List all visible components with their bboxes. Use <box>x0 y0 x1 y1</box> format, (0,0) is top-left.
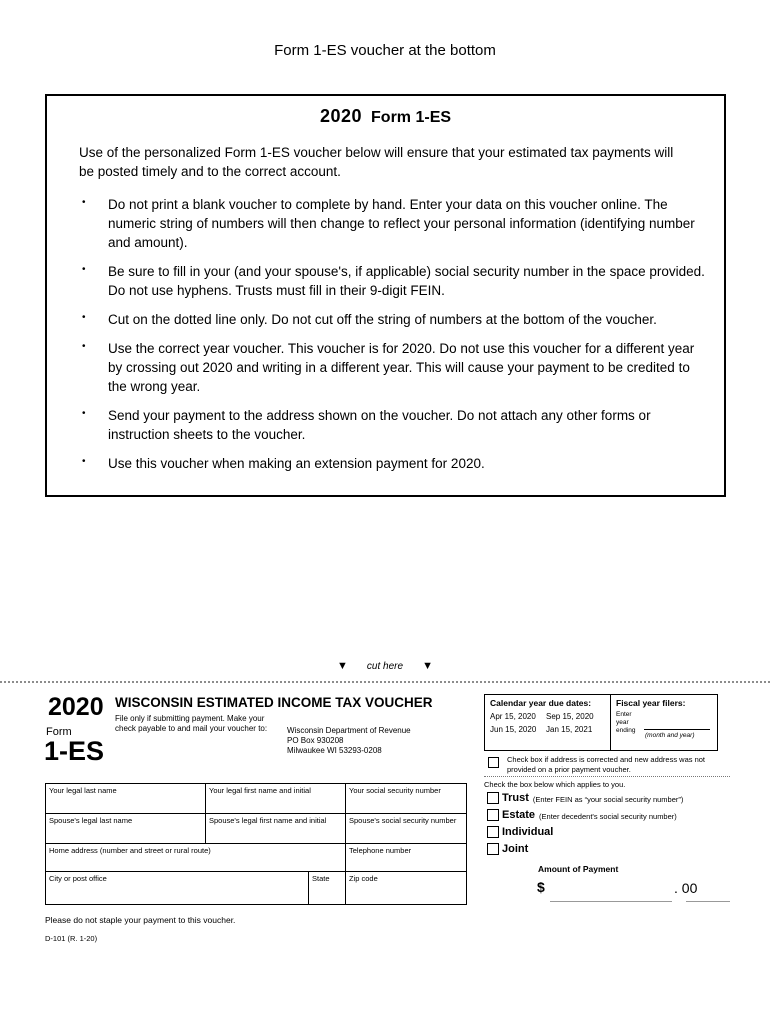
voucher-form-number: 1-ES <box>44 736 105 766</box>
list-item <box>82 310 724 329</box>
fiscal-year-filers <box>610 695 717 750</box>
bullet-text: Use this voucher when making an extension payment for 2020. <box>108 456 485 471</box>
joint-checkbox[interactable] <box>487 843 499 855</box>
bullet-icon: • <box>82 197 86 208</box>
due-date-row <box>490 712 610 721</box>
voucher-year: 2020 <box>48 693 104 721</box>
trust-label: Trust <box>502 792 529 804</box>
list-item <box>82 406 724 444</box>
filer-type-row-trust <box>487 792 683 804</box>
bullet-icon: • <box>82 408 86 419</box>
amount-input[interactable] <box>550 901 672 902</box>
estate-note: (Enter decedent's social security number) <box>539 812 677 821</box>
bullet-icon: • <box>82 341 86 352</box>
address-corrected-label: Check box if address is corrected and new address was not provided on a prior payment voucher. <box>507 755 706 774</box>
cut-here-indicator <box>0 661 770 672</box>
due-date-row <box>490 725 610 734</box>
due-date: Sep 15, 2020 <box>546 712 594 721</box>
instructions-intro: Use of the personalized Form 1-ES voucher below will ensure that your estimated tax payments will be posted timely and to the correct account. <box>79 145 674 179</box>
amount-cents: . 00 <box>674 880 698 896</box>
instructions-title <box>47 106 724 127</box>
bullet-text: Do not print a blank voucher to complete by hand. Enter your data on this voucher online. The numeric string of numbers will then change to reflect your personal information (identifying number and amount). <box>108 197 695 250</box>
city-field[interactable]: City or post office <box>46 872 309 904</box>
due-date: Apr 15, 2020 <box>490 712 536 721</box>
instructions-box <box>45 94 726 497</box>
spouse-first-name-field[interactable]: Spouse's legal first name and initial <box>206 814 346 844</box>
voucher-form-word: Form <box>46 726 72 738</box>
bullet-text: Be sure to fill in your (and your spouse's, if applicable) social security number in the space provided. Do not use hyphens. Trusts must fill in their 9-digit FEIN. <box>108 264 705 298</box>
address-line: Wisconsin Department of Revenue <box>287 726 411 735</box>
ssn-field[interactable]: Your social security number <box>346 784 466 814</box>
address-line: PO Box 930208 <box>287 736 344 745</box>
voucher-filing-note: File only if submitting payment. Make your check payable to and mail your voucher to: <box>115 714 268 733</box>
due-date: Jun 15, 2020 <box>490 725 537 734</box>
revenue-mailing-address <box>287 726 411 756</box>
spouse-last-name-field[interactable]: Spouse's legal last name <box>46 814 206 844</box>
fiscal-word: ending <box>616 727 636 734</box>
legal-first-name-field[interactable]: Your legal first name and initial <box>206 784 346 814</box>
dollar-sign: $ <box>537 879 545 895</box>
cut-dotted-line <box>0 681 770 683</box>
fiscal-word: year <box>616 719 629 726</box>
amount-of-payment-label: Amount of Payment <box>538 864 619 874</box>
estate-label: Estate <box>502 809 536 821</box>
divider <box>484 776 730 777</box>
filer-type-row-estate <box>487 809 677 821</box>
list-item <box>82 195 724 252</box>
bullet-icon: • <box>82 312 86 323</box>
joint-label: Joint <box>502 843 529 855</box>
address-corrected-checkbox[interactable] <box>488 757 499 768</box>
legal-last-name-field[interactable]: Your legal last name <box>46 784 206 814</box>
telephone-field[interactable]: Telephone number <box>346 844 466 872</box>
trust-note: (Enter FEIN as “your social security number”) <box>532 795 684 804</box>
individual-checkbox[interactable] <box>487 826 499 838</box>
fiscal-year-ending-input[interactable] <box>644 729 710 730</box>
due-date: Jan 15, 2021 <box>546 725 593 734</box>
list-item <box>82 454 724 473</box>
spouse-ssn-field[interactable]: Spouse's social security number <box>346 814 466 844</box>
trust-checkbox[interactable] <box>487 792 499 804</box>
individual-label: Individual <box>502 826 554 838</box>
filer-type-row-joint <box>487 843 528 855</box>
bullet-text: Use the correct year voucher. This voucher is for 2020. Do not use this voucher for a different year by crossing out 2020 and writing in a different year. This will cause your payment to be credited to the wrong year. <box>108 341 695 394</box>
voucher-title: WISCONSIN ESTIMATED INCOME TAX VOUCHER <box>115 695 433 710</box>
state-field[interactable]: State <box>309 872 346 904</box>
bullet-text: Send your payment to the address shown on the voucher. Do not attach any other forms or instruction sheets to the voucher. <box>108 408 651 442</box>
zip-code-field[interactable]: Zip code <box>349 874 378 883</box>
check-box-instruction: Check the box below which applies to you. <box>484 780 626 789</box>
fiscal-year-ending-hint: (month and year) <box>645 732 695 739</box>
cut-here-arrow-icon: ▼ <box>337 660 348 672</box>
home-address-field[interactable]: Home address (number and street or rural route) <box>46 844 346 872</box>
fiscal-header: Fiscal year filers: <box>616 698 686 708</box>
list-item <box>82 262 724 300</box>
filer-type-row-individual <box>487 826 553 838</box>
staple-note: Please do not staple your payment to this voucher. <box>45 915 236 925</box>
cents-input[interactable] <box>686 901 730 902</box>
bullet-icon: • <box>82 264 86 275</box>
instructions-year: 2020 <box>319 106 363 126</box>
list-item <box>82 339 724 396</box>
taxpayer-info-table <box>45 783 467 905</box>
cut-here-label: cut here <box>366 661 404 672</box>
bullet-icon: • <box>82 456 86 467</box>
cut-here-arrow-icon: ▼ <box>422 660 433 672</box>
form-id: D-101 (R. 1-20) <box>45 934 98 943</box>
estate-checkbox[interactable] <box>487 809 499 821</box>
due-dates-box <box>484 694 718 751</box>
instructions-bullet-list <box>82 195 724 473</box>
instructions-form-name: Form 1-ES <box>371 109 452 126</box>
due-dates-header: Calendar year due dates: <box>490 698 592 708</box>
page-title: Form 1-ES voucher at the bottom <box>274 42 496 59</box>
fiscal-word: Enter <box>616 711 632 718</box>
address-line: Milwaukee WI 53293-0208 <box>287 746 382 755</box>
bullet-text: Cut on the dotted line only. Do not cut off the string of numbers at the bottom of the voucher. <box>108 312 657 327</box>
calendar-due-dates <box>485 695 610 750</box>
